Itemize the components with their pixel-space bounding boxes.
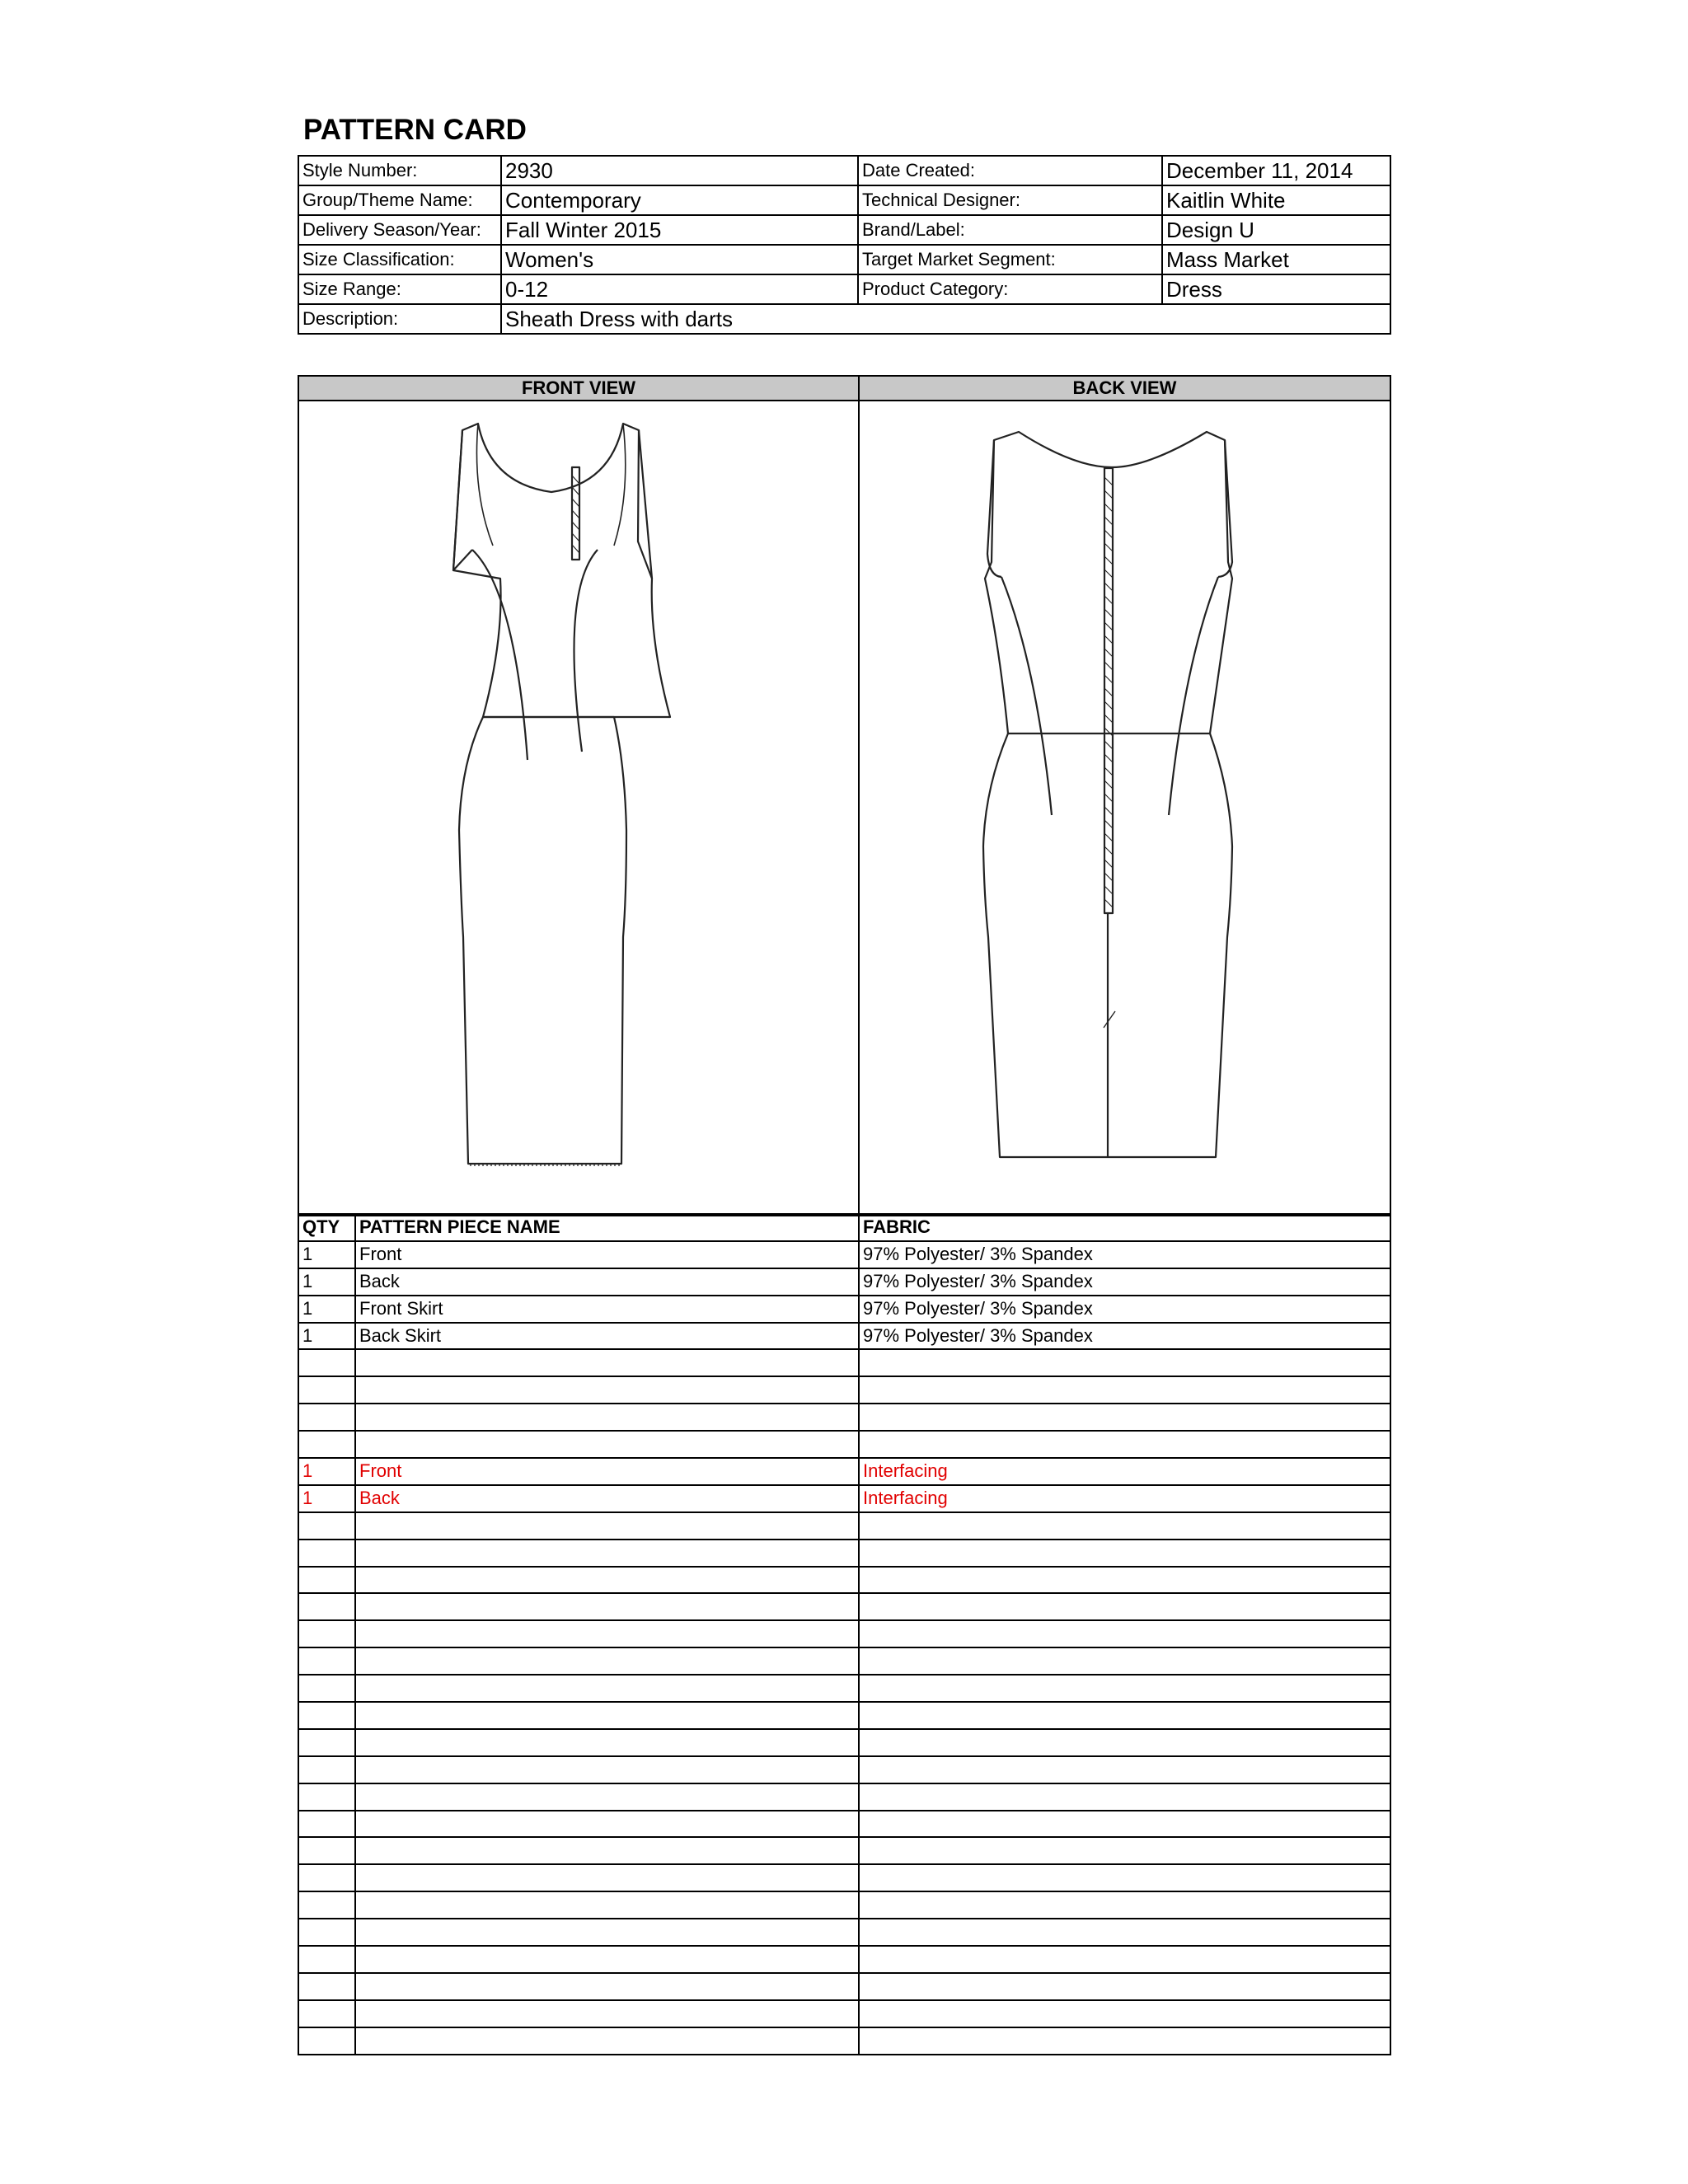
piece-qty bbox=[298, 1404, 355, 1431]
table-row bbox=[298, 1702, 1390, 1729]
group-value: Contemporary bbox=[501, 185, 858, 215]
table-row bbox=[298, 1404, 1390, 1431]
piece-fabric: Interfacing bbox=[859, 1458, 1390, 1485]
piece-qty: 1 bbox=[298, 1241, 355, 1268]
piece-fabric bbox=[859, 1756, 1390, 1783]
piece-name bbox=[355, 1864, 859, 1891]
piece-qty bbox=[298, 1837, 355, 1864]
description-value: Sheath Dress with darts bbox=[501, 304, 1390, 334]
table-row bbox=[298, 1783, 1390, 1811]
piece-qty bbox=[298, 1647, 355, 1675]
piece-fabric bbox=[859, 1349, 1390, 1376]
views-table bbox=[298, 375, 1391, 1216]
piece-name bbox=[355, 1729, 859, 1756]
table-row bbox=[298, 1349, 1390, 1376]
piece-name bbox=[355, 1567, 859, 1594]
table-row bbox=[298, 2027, 1390, 2055]
target-label: Target Market Segment: bbox=[858, 245, 1162, 274]
piece-name bbox=[355, 1783, 859, 1811]
piece-qty bbox=[298, 1702, 355, 1729]
front-view-header: FRONT VIEW bbox=[298, 376, 859, 401]
table-row bbox=[298, 1241, 1390, 1268]
table-row bbox=[298, 1919, 1390, 1946]
delivery-value: Fall Winter 2015 bbox=[501, 215, 858, 245]
date-created-label: Date Created: bbox=[858, 156, 1162, 185]
piece-qty bbox=[298, 2000, 355, 2027]
piece-name bbox=[355, 1404, 859, 1431]
piece-qty bbox=[298, 1620, 355, 1647]
group-label: Group/Theme Name: bbox=[298, 185, 501, 215]
piece-fabric bbox=[859, 1973, 1390, 2000]
table-row bbox=[298, 1567, 1390, 1594]
table-row bbox=[298, 1268, 1390, 1296]
size-class-label: Size Classification: bbox=[298, 245, 501, 274]
piece-qty bbox=[298, 1756, 355, 1783]
piece-name bbox=[355, 1811, 859, 1838]
piece-name bbox=[355, 1675, 859, 1702]
table-row bbox=[298, 2000, 1390, 2027]
table-row bbox=[298, 1647, 1390, 1675]
piece-qty bbox=[298, 1567, 355, 1594]
table-row bbox=[298, 1729, 1390, 1756]
piece-fabric bbox=[859, 1675, 1390, 1702]
table-row bbox=[298, 1485, 1390, 1512]
category-value: Dress bbox=[1162, 274, 1390, 304]
piece-fabric: 97% Polyester/ 3% Spandex bbox=[859, 1268, 1390, 1296]
piece-qty bbox=[298, 1512, 355, 1540]
back-view-header: BACK VIEW bbox=[859, 376, 1390, 401]
piece-fabric: 97% Polyester/ 3% Spandex bbox=[859, 1241, 1390, 1268]
piece-qty bbox=[298, 1783, 355, 1811]
piece-qty bbox=[298, 1431, 355, 1458]
piece-qty bbox=[298, 1946, 355, 1973]
piece-name: Front Skirt bbox=[355, 1296, 859, 1323]
table-row bbox=[298, 1540, 1390, 1567]
piece-qty bbox=[298, 2027, 355, 2055]
back-view-cell bbox=[859, 401, 1390, 1216]
piece-name bbox=[355, 1891, 859, 1919]
piece-fabric bbox=[859, 1702, 1390, 1729]
piece-name: Back Skirt bbox=[355, 1323, 859, 1350]
piece-name: Back bbox=[355, 1485, 859, 1512]
piece-fabric bbox=[859, 1811, 1390, 1838]
table-row bbox=[298, 1891, 1390, 1919]
target-value: Mass Market bbox=[1162, 245, 1390, 274]
table-row bbox=[298, 1756, 1390, 1783]
category-label: Product Category: bbox=[858, 274, 1162, 304]
piece-fabric bbox=[859, 1376, 1390, 1404]
brand-value: Design U bbox=[1162, 215, 1390, 245]
size-class-value: Women's bbox=[501, 245, 858, 274]
table-row bbox=[298, 1376, 1390, 1404]
qty-header: QTY bbox=[298, 1214, 355, 1241]
piece-fabric bbox=[859, 1891, 1390, 1919]
brand-label: Brand/Label: bbox=[858, 215, 1162, 245]
piece-fabric bbox=[859, 1404, 1390, 1431]
piece-name: Front bbox=[355, 1458, 859, 1485]
piece-qty bbox=[298, 1540, 355, 1567]
table-row bbox=[298, 1675, 1390, 1702]
table-row bbox=[298, 1323, 1390, 1350]
piece-qty: 1 bbox=[298, 1296, 355, 1323]
piece-fabric bbox=[859, 2000, 1390, 2027]
piece-fabric bbox=[859, 1431, 1390, 1458]
piece-qty bbox=[298, 1919, 355, 1946]
piece-fabric: Interfacing bbox=[859, 1485, 1390, 1512]
pattern-pieces-table bbox=[298, 1213, 1391, 2055]
piece-fabric bbox=[859, 1620, 1390, 1647]
piece-fabric bbox=[859, 1946, 1390, 1973]
piece-name bbox=[355, 1540, 859, 1567]
piece-name bbox=[355, 1837, 859, 1864]
description-label: Description: bbox=[298, 304, 501, 334]
piece-qty bbox=[298, 1864, 355, 1891]
piece-name-header: PATTERN PIECE NAME bbox=[355, 1214, 859, 1241]
piece-name bbox=[355, 1919, 859, 1946]
piece-name bbox=[355, 1620, 859, 1647]
table-row bbox=[298, 1837, 1390, 1864]
tech-designer-value: Kaitlin White bbox=[1162, 185, 1390, 215]
piece-fabric: 97% Polyester/ 3% Spandex bbox=[859, 1296, 1390, 1323]
piece-fabric bbox=[859, 2027, 1390, 2055]
date-created-value: December 11, 2014 bbox=[1162, 156, 1390, 185]
piece-name bbox=[355, 1512, 859, 1540]
piece-name bbox=[355, 1593, 859, 1620]
front-dress-sketch bbox=[299, 401, 858, 1213]
piece-name bbox=[355, 1349, 859, 1376]
table-row bbox=[298, 1593, 1390, 1620]
piece-fabric bbox=[859, 1540, 1390, 1567]
page-title: PATTERN CARD bbox=[303, 114, 527, 146]
style-number-value: 2930 bbox=[501, 156, 858, 185]
piece-fabric bbox=[859, 1512, 1390, 1540]
piece-fabric bbox=[859, 1919, 1390, 1946]
table-row bbox=[298, 1458, 1390, 1485]
table-row bbox=[298, 1296, 1390, 1323]
fabric-header: FABRIC bbox=[859, 1214, 1390, 1241]
piece-fabric bbox=[859, 1593, 1390, 1620]
piece-fabric bbox=[859, 1729, 1390, 1756]
piece-qty bbox=[298, 1811, 355, 1838]
piece-qty: 1 bbox=[298, 1485, 355, 1512]
table-row bbox=[298, 1973, 1390, 2000]
piece-fabric: 97% Polyester/ 3% Spandex bbox=[859, 1323, 1390, 1350]
piece-name bbox=[355, 1647, 859, 1675]
piece-name bbox=[355, 2027, 859, 2055]
style-number-label: Style Number: bbox=[298, 156, 501, 185]
table-row bbox=[298, 1946, 1390, 1973]
tech-designer-label: Technical Designer: bbox=[858, 185, 1162, 215]
pieces-header-row bbox=[298, 1214, 1390, 1241]
piece-name bbox=[355, 1431, 859, 1458]
table-row bbox=[298, 1512, 1390, 1540]
piece-fabric bbox=[859, 1864, 1390, 1891]
piece-qty bbox=[298, 1376, 355, 1404]
piece-fabric bbox=[859, 1647, 1390, 1675]
piece-name bbox=[355, 1376, 859, 1404]
piece-name bbox=[355, 1946, 859, 1973]
back-dress-sketch bbox=[860, 401, 1390, 1213]
piece-fabric bbox=[859, 1837, 1390, 1864]
piece-qty bbox=[298, 1593, 355, 1620]
table-row bbox=[298, 1620, 1390, 1647]
piece-name bbox=[355, 1702, 859, 1729]
piece-qty bbox=[298, 1891, 355, 1919]
piece-qty bbox=[298, 1349, 355, 1376]
piece-fabric bbox=[859, 1567, 1390, 1594]
piece-name bbox=[355, 1973, 859, 2000]
piece-qty: 1 bbox=[298, 1323, 355, 1350]
piece-qty bbox=[298, 1675, 355, 1702]
piece-name bbox=[355, 2000, 859, 2027]
piece-name bbox=[355, 1756, 859, 1783]
piece-qty: 1 bbox=[298, 1268, 355, 1296]
table-row bbox=[298, 1431, 1390, 1458]
size-range-value: 0-12 bbox=[501, 274, 858, 304]
piece-qty bbox=[298, 1729, 355, 1756]
table-row bbox=[298, 1811, 1390, 1838]
piece-name: Back bbox=[355, 1268, 859, 1296]
piece-fabric bbox=[859, 1783, 1390, 1811]
delivery-label: Delivery Season/Year: bbox=[298, 215, 501, 245]
style-info-table bbox=[298, 155, 1391, 335]
piece-qty: 1 bbox=[298, 1458, 355, 1485]
front-view-cell bbox=[298, 401, 859, 1216]
size-range-label: Size Range: bbox=[298, 274, 501, 304]
table-row bbox=[298, 1864, 1390, 1891]
piece-qty bbox=[298, 1973, 355, 2000]
piece-name: Front bbox=[355, 1241, 859, 1268]
